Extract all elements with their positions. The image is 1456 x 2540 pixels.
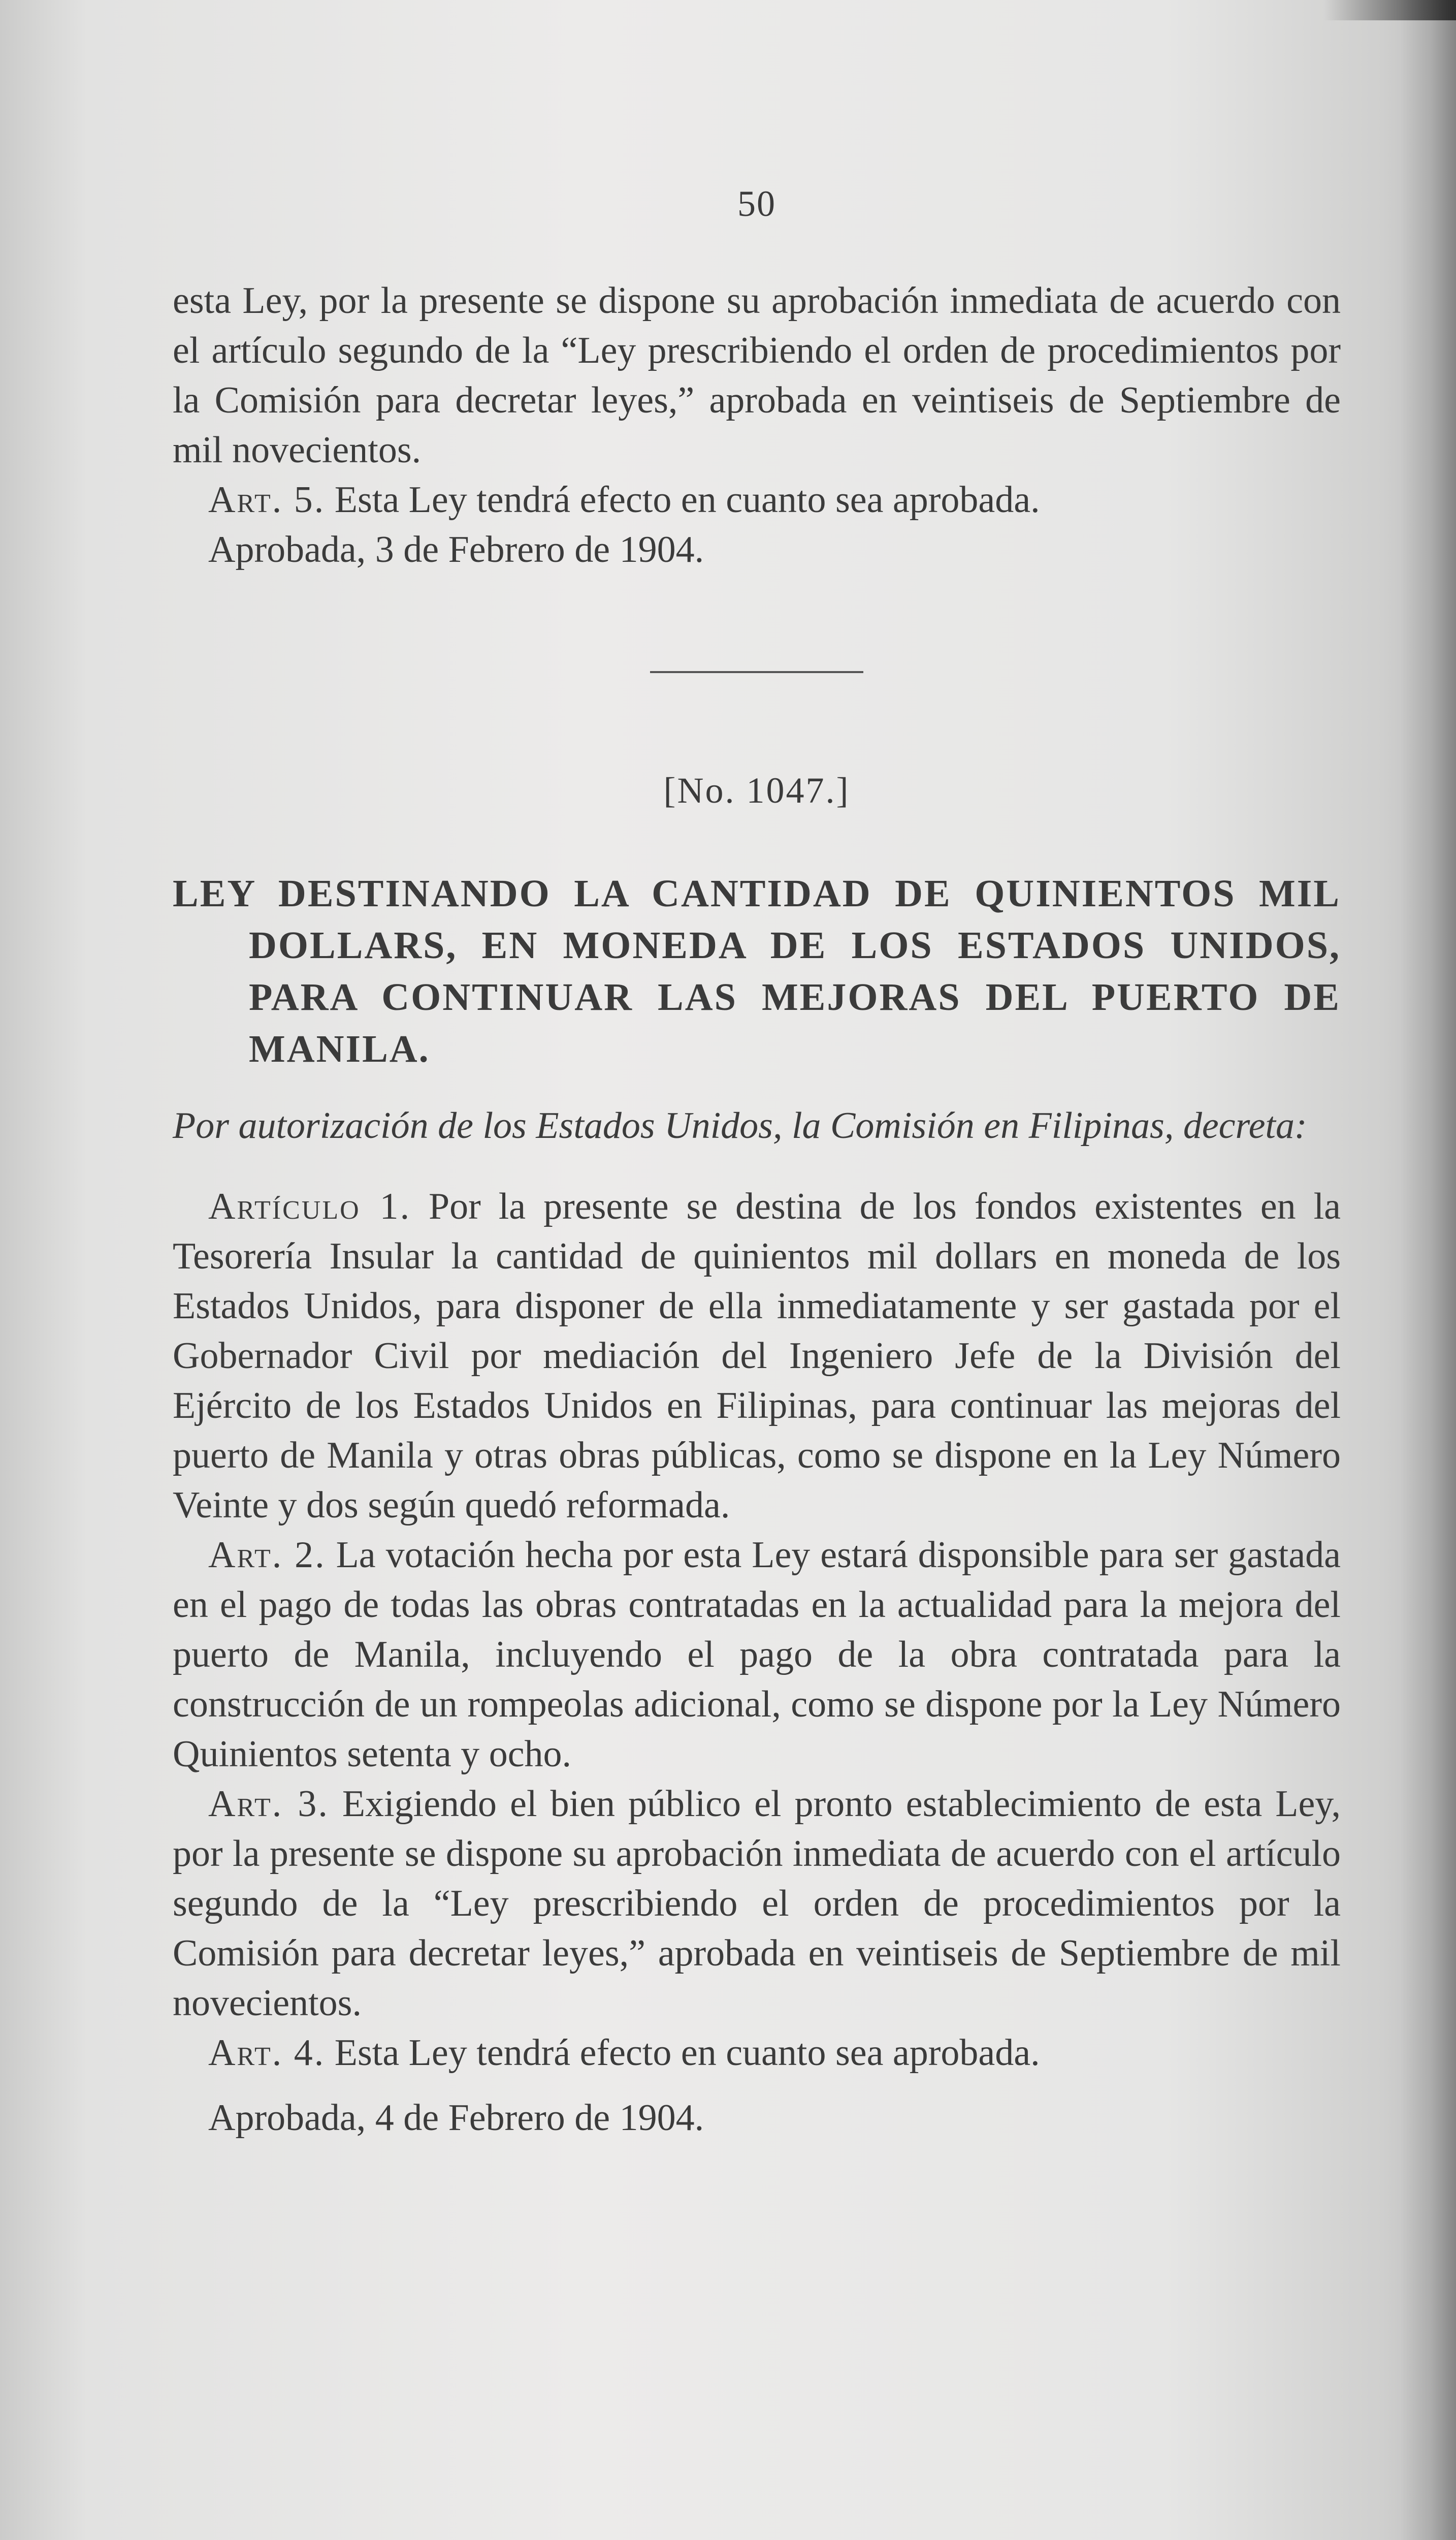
article-label: Artículo 1. [208,1186,411,1227]
page-content [173,183,1341,2143]
law-preamble: Por autorización de los Estados Unidos, la Comisión en Filipinas, decreta: [173,1105,1307,1147]
spacer [173,2078,1341,2093]
article-text: Por la presente se destina de los fondos existentes en la Tesorería Insular la cantidad de quinientos mil dollars en moneda de los Estados Unidos, para disponer de ella inmediatamente y ser gastada por el Gobernador Civil por mediación del Ingeniero Jefe de la División del Ejército de los Estados Unidos en Filipinas, para continuar las mejoras del puerto de Manila y otras obras públicas, como se dispone en la Ley Número Veinte y dos según quedó reformada. [173,1186,1341,1526]
article-2 [173,1530,1341,1779]
article-text: Esta Ley tendrá efecto en cuanto sea aprobada. [334,479,1040,521]
article-label: Art. 4. [208,2032,326,2074]
article-label: Art. 2. [208,1534,326,1576]
approval-date: Aprobada, 4 de Febrero de 1904. [208,2097,704,2139]
section-divider [650,671,863,673]
article-4 [173,2028,1341,2078]
page-number: 50 [737,183,776,224]
previous-approval-date: Aprobada, 3 de Febrero de 1904. [208,529,704,570]
article-text: Esta Ley tendrá efecto en cuanto sea aprobada. [334,2032,1040,2074]
previous-article-5 [173,475,1341,525]
article-text: La votación hecha por esta Ley estará disponsible para ser gastada en el pago de todas las obras contratadas en la actualidad para la mejora del puerto de Manila, incluyendo el pago de la obra contratada para la construcción de un rompeolas adicional, como se dispone por la Ley Número Quinientos setenta y ocho. [173,1534,1341,1775]
article-label: Art. 3. [208,1783,329,1825]
continuation-paragraph: esta Ley, por la presente se dispone su aprobación inmediata de acuerdo con el artículo segundo de la “Ley prescribiendo el orden de procedimientos por la Comisión para decretar leyes,” aprobada en veintiseis de Septiembre de mil novecientos. [173,280,1341,471]
article-1 [173,1182,1341,1530]
law-number: [No. 1047.] [663,770,850,811]
article-text: Exigiendo el bien público el pronto establecimiento de esta Ley, por la presente se dispone su aprobación inmediata de acuerdo con el artículo segundo de la “Ley prescribiendo el orden de procedimientos por la Comisión para decretar leyes,” aprobada en veintiseis de Septiembre de mil novecientos. [173,1783,1341,2024]
page-corner-shadow [1324,0,1456,20]
article-label: Art. 5. [208,479,326,521]
law-title: LEY DESTINANDO LA CANTIDAD DE QUINIENTOS MIL DOLLARS, EN MONEDA DE LOS ESTADOS UNIDOS, PARA CONTINUAR LAS MEJORAS DEL PUERTO DE MANILA. [173,872,1341,1070]
article-3 [173,1779,1341,2028]
page-gutter-shadow [1400,0,1456,2540]
